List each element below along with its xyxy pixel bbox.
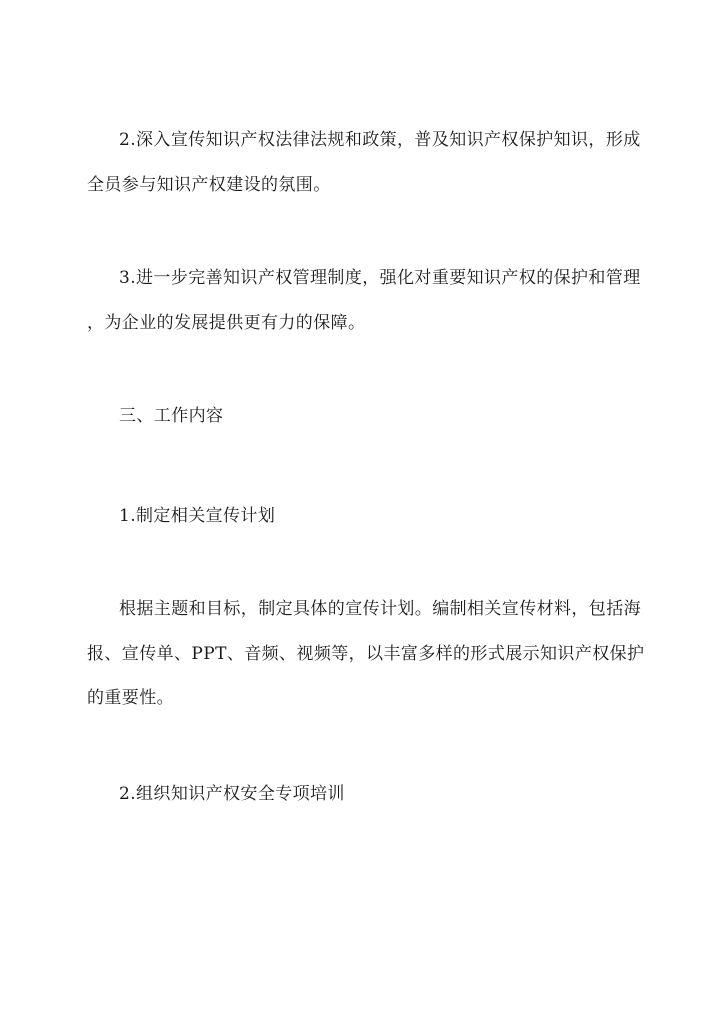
- paragraph-line: 报、宣传单、PPT、音频、视频等，以丰富多样的形式展示知识产权保护: [87, 644, 645, 664]
- paragraph-line: 根据主题和目标，制定具体的宣传计划。编制相关宣传材料，包括海: [119, 599, 641, 619]
- paragraph-line: 3.进一步完善知识产权管理制度，强化对重要知识产权的保护和管理: [119, 268, 641, 288]
- heading-line: 三、工作内容: [119, 406, 224, 426]
- heading-line: 2.组织知识产权安全专项培训: [119, 784, 345, 804]
- paragraph-line: 全员参与知识产权建设的氛围。: [87, 175, 331, 195]
- heading-line: 1.制定相关宣传计划: [119, 506, 276, 526]
- paragraph-line: ，为企业的发展提供更有力的保障。: [87, 313, 366, 333]
- paragraph-line: 2.深入宣传知识产权法律法规和政策，普及知识产权保护知识，形成: [119, 130, 641, 150]
- paragraph-line: 的重要性。: [87, 688, 174, 708]
